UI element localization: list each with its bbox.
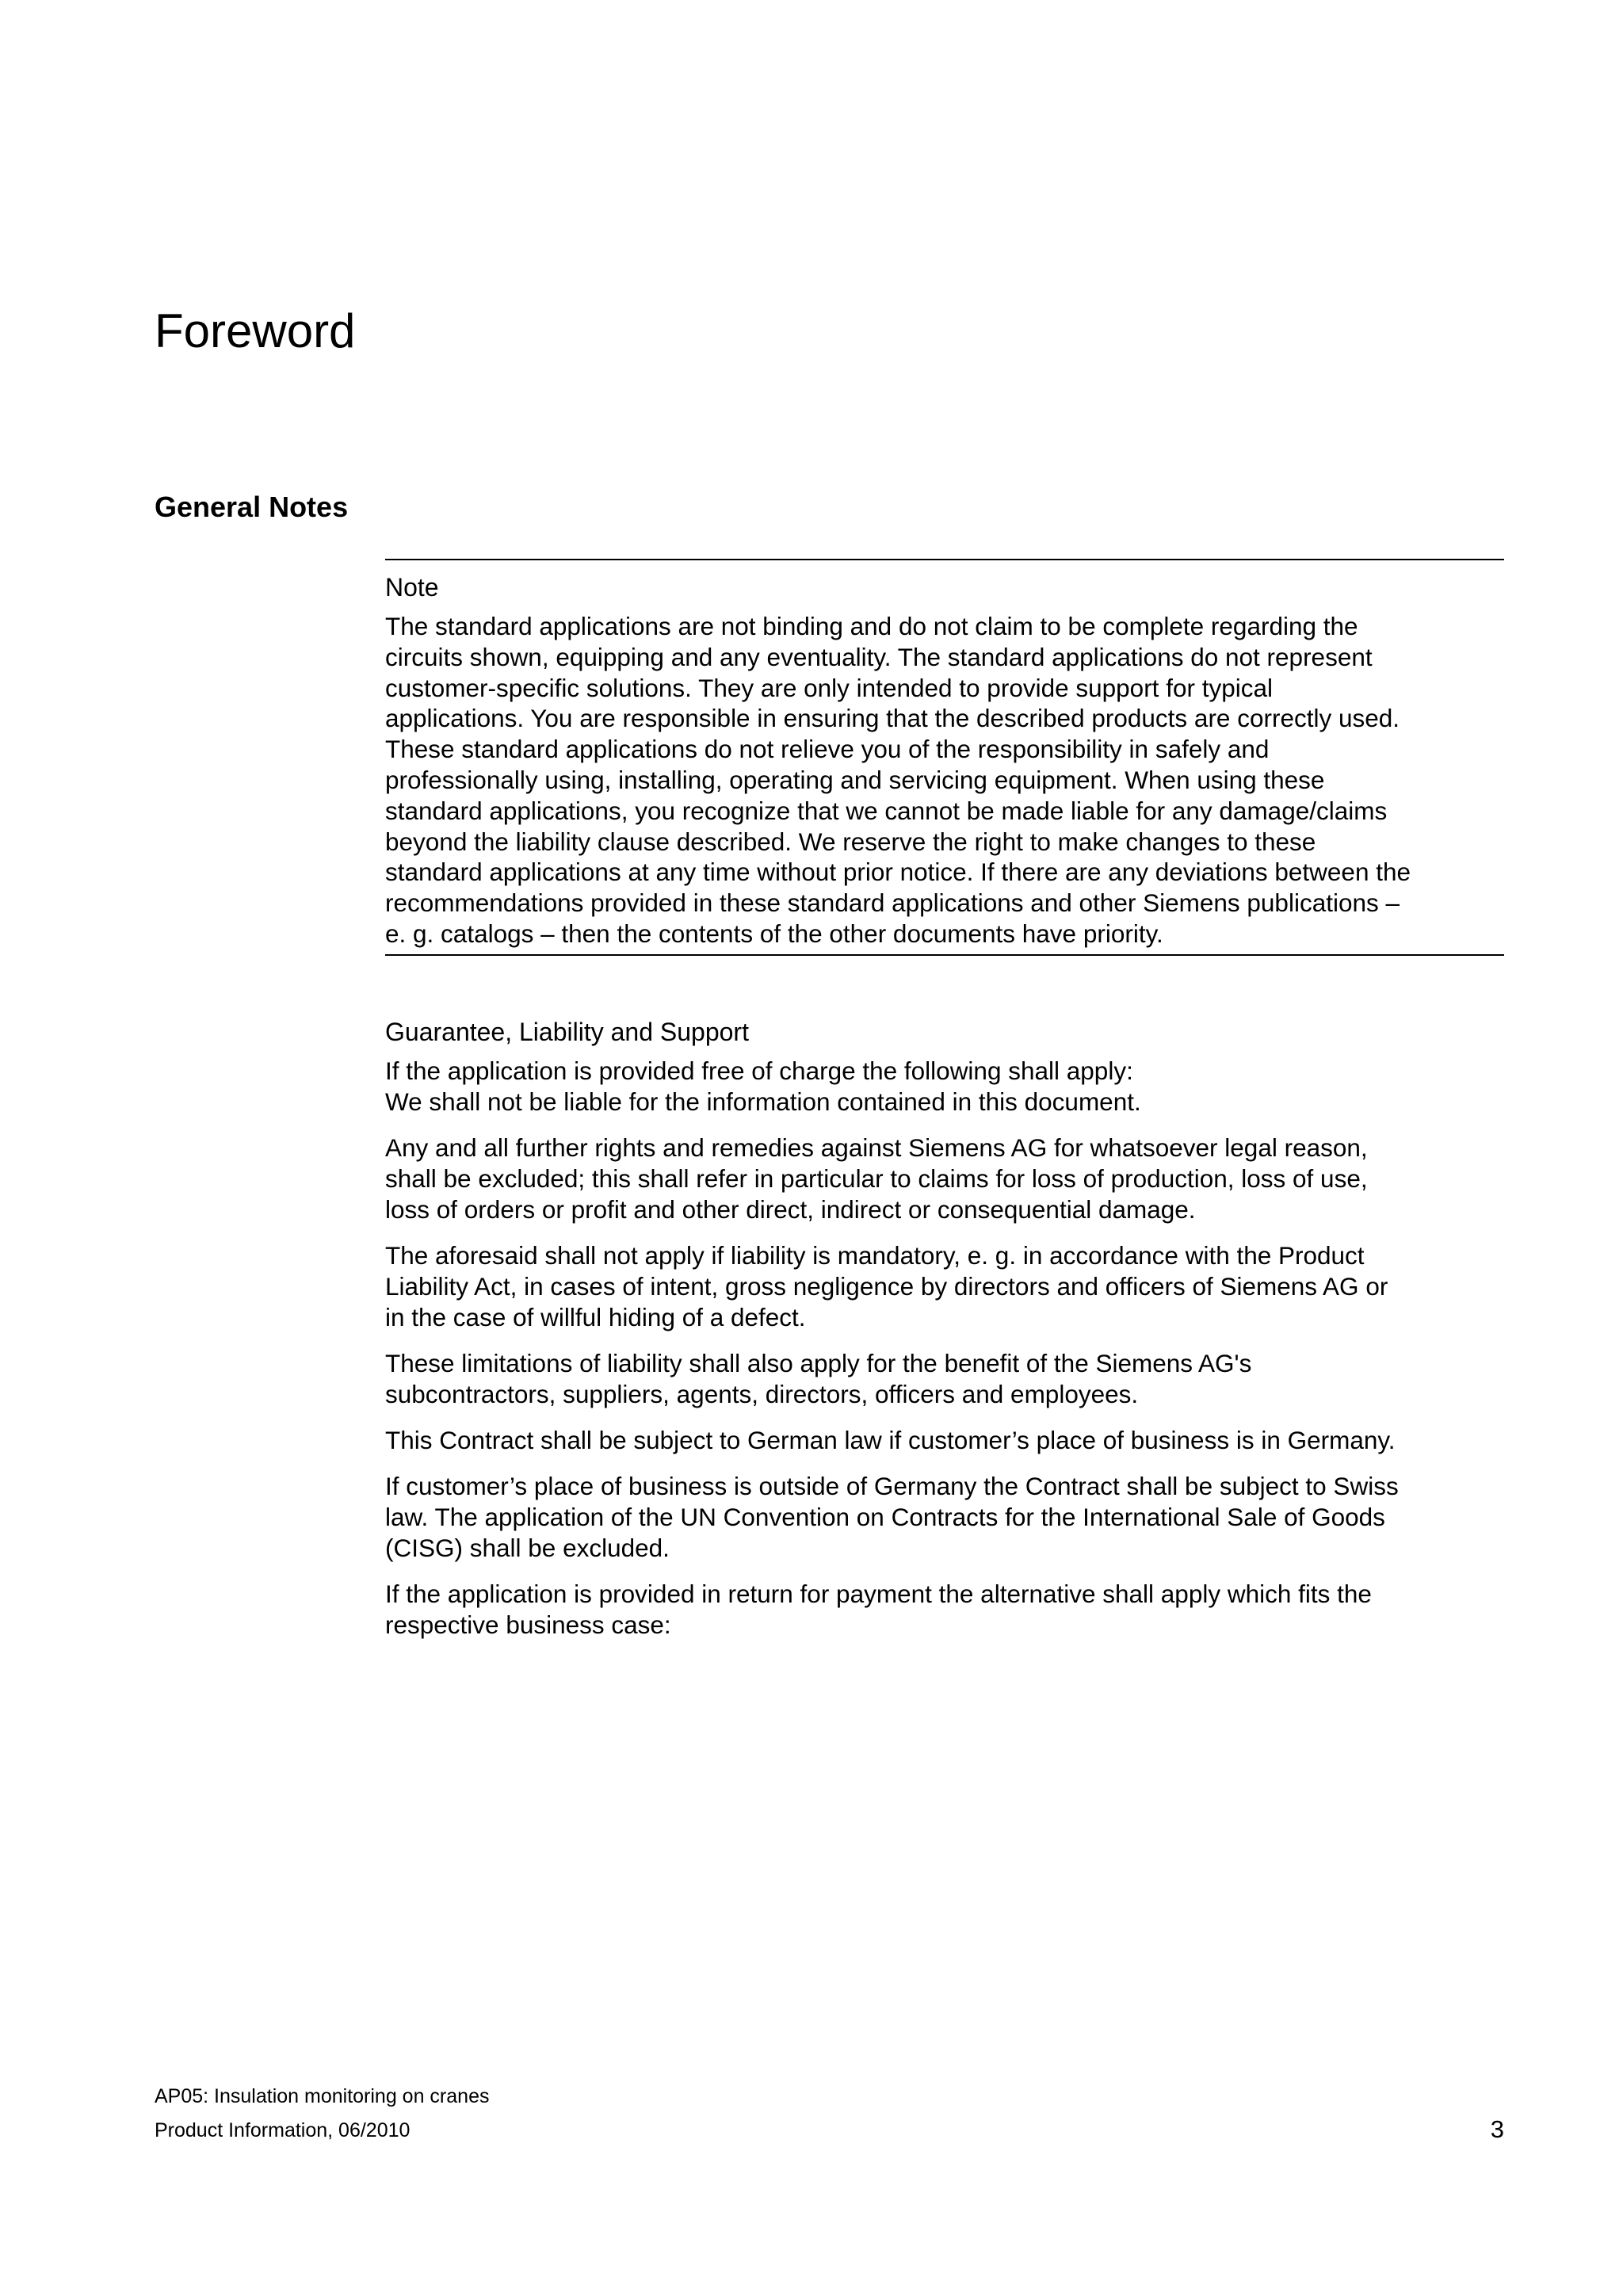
note-title: Note [385,573,439,602]
page-title: Foreword [155,304,356,357]
section-heading: General Notes [155,491,349,523]
guarantee-paragraph: Any and all further rights and remedies against Siemens AG for whatsoever legal reason, shall be excluded; this shall refer in particular to claims for loss of production, loss of use, loss of orders or profit and other direct, indirect or consequential damage. [385,1133,1368,1224]
guarantee-paragraph: If the application is provided in return for payment the alternative shall apply which fits the respective business case: [385,1579,1372,1639]
footer-document-title: AP05: Insulation monitoring on cranes [155,2085,490,2107]
footer-document-info: Product Information, 06/2010 [155,2119,411,2141]
guarantee-paragraph: This Contract shall be subject to German law if customer’s place of business is in Germany. [385,1425,1396,1454]
guarantee-paragraph: The aforesaid shall not apply if liability is mandatory, e. g. in accordance with the Product Liability Act, in cases of intent, gross negligence by directors and officers of Siemens AG or in the case of willful hiding of a defect. [385,1240,1388,1331]
guarantee-heading: Guarantee, Liability and Support [385,1017,749,1046]
guarantee-paragraph: If customer’s place of business is outside of Germany the Contract shall be subject to Swiss law. The application of the UN Convention on Contracts for the International Sale of Goods (CISG) shall be excluded. [385,1471,1399,1562]
main-content [385,559,1504,1656]
note-body: The standard applications are not binding and do not claim to be complete regarding the circuits shown, equipping and any eventuality. The standard applications do not represent customer-specific solutions. They are only intended to provide support for typical applications. You are responsible in ensuring that the described products are correctly used. These standard applications do not relieve you of the responsibility in safely and professionally using, installing, operating and servicing equipment. When using these standard applications, you recognize that we cannot be made liable for any damage/claims beyond the liability clause described. We reserve the right to make changes to these standard applications at any time without prior notice. If there are any deviations between the recommendations provided in these standard applications and other Siemens publications – e. g. catalogs – then the contents of the other documents have priority. [385,612,1411,948]
guarantee-paragraph: These limitations of liability shall also apply for the benefit of the Siemens AG's subcontractors, suppliers, agents, directors, officers and employees. [385,1348,1252,1408]
guarantee-paragraph: If the application is provided free of charge the following shall apply: We shall not be liable for the information contained in this document. [385,1056,1141,1116]
footer [155,2080,489,2148]
note-box [385,559,1504,956]
page-number: 3 [1490,2115,1504,2143]
